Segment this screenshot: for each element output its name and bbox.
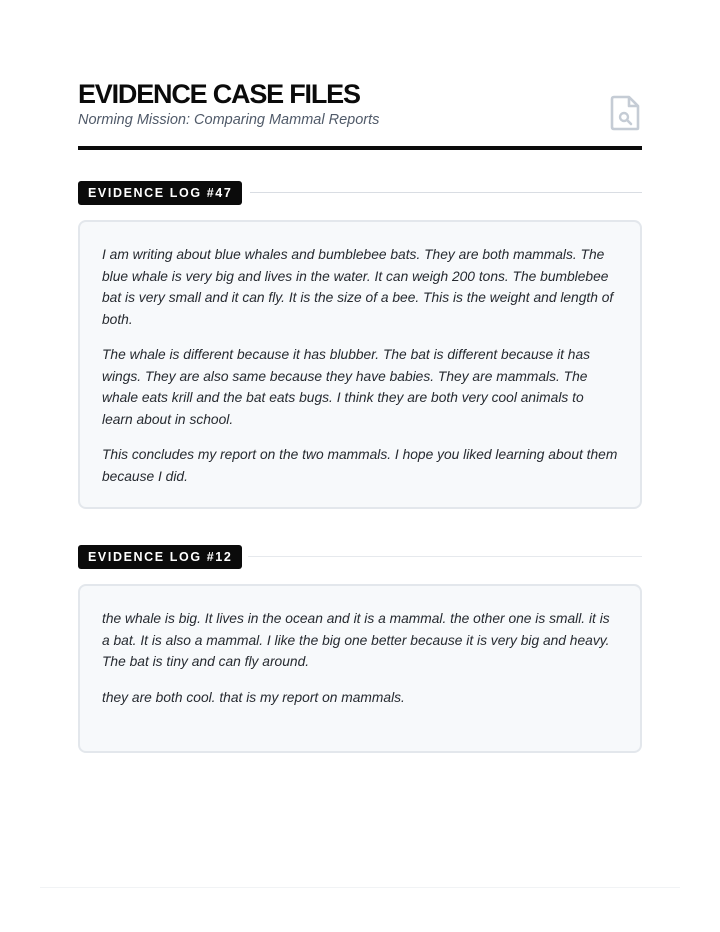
document-search-icon	[610, 95, 640, 131]
log-header	[78, 545, 642, 569]
report-paragraph: I am writing about blue whales and bumblebee bats. They are both mammals. The blue whale is very big and lives in the water. It can weigh 200 tons. The bumblebee bat is very small and it can fly. It is the size of a bee. This is the weight and length of both.	[102, 247, 614, 327]
evidence-log-47	[78, 181, 642, 509]
case-file-page	[78, 78, 642, 753]
report-paragraph: The whale is different because it has blubber. The bat is different because it has wings. They are also same because they have babies. They are mammals. The whale eats krill and the bat eats bugs. I think they are both very cool animals to learn about in school.	[102, 347, 591, 427]
page-subtitle: Norming Mission: Comparing Mammal Reports	[78, 112, 380, 128]
log-label: EVIDENCE LOG #12	[78, 545, 242, 569]
report-paragraph: the whale is big. It lives in the ocean and it is a mammal. the other one is small. it is a bat. It is also a mammal. I like the big one better because it is very big and heavy. The bat is tiny and can fly around.	[102, 611, 610, 669]
footer-divider	[40, 887, 680, 888]
report-paragraph: they are both cool. that is my report on mammals.	[102, 689, 405, 705]
page-header	[78, 78, 642, 150]
evidence-log-12	[78, 545, 642, 753]
page-title: EVIDENCE CASE FILES	[78, 79, 360, 109]
section-divider	[248, 556, 642, 557]
section-divider	[250, 192, 642, 193]
log-card	[78, 584, 642, 753]
log-label: EVIDENCE LOG #47	[78, 181, 242, 205]
log-card	[78, 220, 642, 509]
report-paragraph: This concludes my report on the two mammals. I hope you liked learning about them because I did.	[102, 447, 618, 484]
log-header	[78, 181, 642, 205]
